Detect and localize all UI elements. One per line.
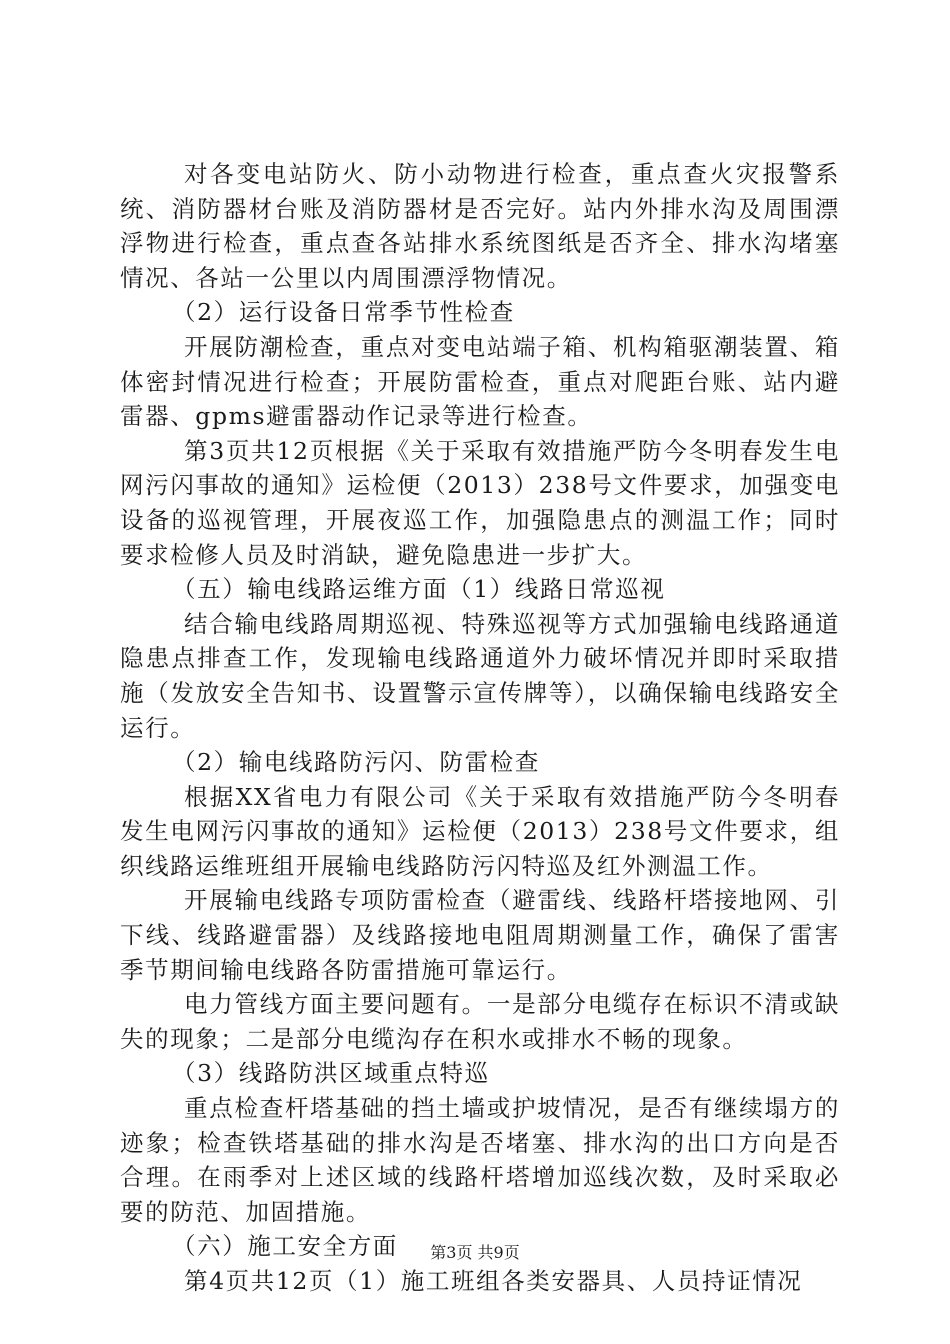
paragraph-tower-foundation: 重点检查杆塔基础的挡土墙或护坡情况，是否有继续塌方的迹象；检查铁塔基础的排水沟是否堵塞、排水沟的出口方向是否合理。在雨季对上述区域的线路杆塔增加巡线次数，及时采取必要的防范、加固措施。 [120, 1094, 840, 1226]
document-body [120, 157, 840, 1299]
heading-transmission-line: （五）输电线路运维方面（1）线路日常巡视 [172, 575, 666, 604]
heading-pollution-lightning: （2）输电线路防污闪、防雷检查 [172, 748, 540, 777]
paragraph-fire-prevention: 对各变电站防火、防小动物进行检查，重点查火灾报警系统、消防器材台账及消防器材是否完好。站内外排水沟及周围漂浮物进行检查，重点查各站排水系统图纸是否齐全、排水沟堵塞情况、各站一公里以内周围漂浮物情况。 [120, 160, 840, 292]
paragraph-construction-tools: 第4页共12页（1）施工班组各类安器具、人员持证情况 [184, 1267, 803, 1295]
paragraph-lightning-protection: 开展输电线路专项防雷检查（避雷线、线路杆塔接地网、引下线、线路避雷器）及线路接地电阻周期测量工作，确保了雷害季节期间输电线路各防雷措施可靠运行。 [120, 886, 840, 984]
heading-construction-safety: （六）施工安全方面 [172, 1232, 398, 1261]
paragraph-cable-issues: 电力管线方面主要问题有。一是部分电缆存在标识不清或缺失的现象；二是部分电缆沟存在积水或排水不畅的现象。 [120, 990, 840, 1053]
paragraph-line-patrol: 结合输电线路周期巡视、特殊巡视等方式加强输电线路通道隐患点排查工作，发现输电线路通道外力破坏情况并即时采取措施（发放安全告知书、设置警示宣传牌等），以确保输电线路安全运行。 [120, 609, 840, 742]
paragraph-night-patrol: 第3页共12页根据《关于采取有效措施严防今冬明春发生电网污闪事故的通知》运检便（2013）238号文件要求，加强变电设备的巡视管理，开展夜巡工作，加强隐患点的测温工作；同时要求检修人员及时消缺，避免隐患进一步扩大。 [120, 436, 840, 569]
paragraph-pollution-flashover: 根据XX省电力有限公司《关于采取有效措施严防今冬明春发生电网污闪事故的通知》运检便（2013）238号文件要求，组织线路运维班组开展输电线路防污闪特巡及红外测温工作。 [120, 782, 840, 880]
heading-seasonal-inspection: （2）运行设备日常季节性检查 [172, 298, 515, 327]
page-footer: 第3页 共9页 [430, 1243, 520, 1262]
paragraph-moisture-lightning: 开展防潮检查，重点对变电站端子箱、机构箱驱潮装置、箱体密封情况进行检查；开展防雷检查，重点对爬距台账、站内避雷器、gpms避雷器动作记录等进行检查。 [120, 332, 840, 431]
heading-flood-zone: （3）线路防洪区域重点特巡 [172, 1059, 490, 1088]
